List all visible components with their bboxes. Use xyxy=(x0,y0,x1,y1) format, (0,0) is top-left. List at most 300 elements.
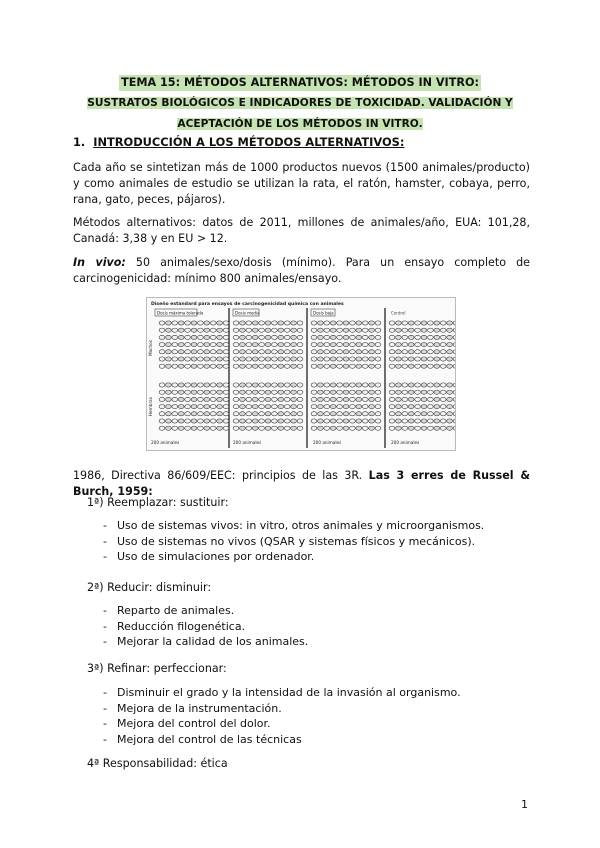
animal-icon xyxy=(233,412,239,416)
animal-icon xyxy=(259,335,265,339)
animal-icon xyxy=(318,426,324,430)
animal-icon xyxy=(428,390,434,394)
animal-icon xyxy=(396,419,402,423)
animal-icon xyxy=(428,328,434,332)
animal-row xyxy=(159,419,229,423)
animal-icon xyxy=(453,412,455,416)
animal-icon xyxy=(389,343,395,347)
animal-icon xyxy=(198,350,204,354)
animal-icon xyxy=(415,419,421,423)
animal-icon xyxy=(318,390,324,394)
animal-icon xyxy=(440,364,446,368)
animal-icon xyxy=(389,321,395,325)
animal-icon xyxy=(284,383,290,387)
animal-icon xyxy=(223,419,229,423)
animal-row xyxy=(233,335,303,339)
animal-icon xyxy=(178,390,184,394)
animal-icon xyxy=(223,357,229,361)
animal-icon xyxy=(324,328,330,332)
animal-icon xyxy=(408,328,414,332)
animal-icon xyxy=(223,397,229,401)
animal-icon xyxy=(217,335,223,339)
animal-row xyxy=(311,390,381,394)
list-item: - Mejora de la instrumentación. xyxy=(103,701,461,717)
animal-icon xyxy=(210,405,216,409)
animal-icon xyxy=(159,390,165,394)
animal-icon xyxy=(389,397,395,401)
animal-icon xyxy=(217,364,223,368)
animal-icon xyxy=(421,383,427,387)
paragraph-products: Cada año se sintetizan más de 1000 productos nuevos (1500 animales/producto) y como animales de estudio se utilizan la rata, el ratón, hamster, cobaya, perro, rana, gato, peces, pájaros). xyxy=(73,161,530,206)
animal-row xyxy=(233,397,303,401)
animal-icon xyxy=(278,419,284,423)
animal-icon xyxy=(396,328,402,332)
figure-caption: Diseño estandard para ensayos de carcinogenicidad química con animales xyxy=(151,302,344,307)
animal-icon xyxy=(297,321,303,325)
animal-icon xyxy=(166,328,172,332)
animal-icon xyxy=(337,405,343,409)
animal-icon xyxy=(166,412,172,416)
animal-icon xyxy=(223,328,229,332)
in-vivo-text: 50 animales/sexo/dosis (mínimo). Para un ensayo completo de carcinogenicidad: mínimo 800 animales/ensayo. xyxy=(73,256,530,285)
animal-icon xyxy=(408,350,414,354)
animal-icon xyxy=(375,350,381,354)
animal-icon xyxy=(356,405,362,409)
animal-icon xyxy=(324,419,330,423)
animal-row xyxy=(311,364,381,368)
animal-icon xyxy=(356,364,362,368)
animal-icon xyxy=(178,328,184,332)
animal-icon xyxy=(166,350,172,354)
animal-icon xyxy=(362,397,368,401)
animal-row xyxy=(389,397,455,401)
animal-icon xyxy=(166,335,172,339)
animal-icon xyxy=(204,335,210,339)
animal-icon xyxy=(324,343,330,347)
animal-icon xyxy=(178,364,184,368)
animal-icon xyxy=(278,335,284,339)
animal-row xyxy=(233,426,303,430)
animal-icon xyxy=(343,419,349,423)
animal-icon xyxy=(434,357,440,361)
animal-icon xyxy=(428,405,434,409)
animal-icon xyxy=(440,390,446,394)
animal-icon xyxy=(318,328,324,332)
animal-icon xyxy=(330,390,336,394)
animal-icon xyxy=(198,405,204,409)
animal-icon xyxy=(252,328,258,332)
animal-icon xyxy=(272,321,278,325)
animal-icon xyxy=(166,390,172,394)
animal-icon xyxy=(159,426,165,430)
animal-icon xyxy=(259,364,265,368)
animal-icon xyxy=(185,350,191,354)
animal-icon xyxy=(356,357,362,361)
animal-icon xyxy=(350,335,356,339)
animal-row xyxy=(389,343,455,347)
animal-icon xyxy=(337,328,343,332)
animal-icon xyxy=(246,383,252,387)
animal-icon xyxy=(159,328,165,332)
animal-icon xyxy=(233,390,239,394)
animal-icon xyxy=(252,419,258,423)
animal-icon xyxy=(362,343,368,347)
animal-icon xyxy=(159,364,165,368)
animal-icon xyxy=(204,412,210,416)
animal-icon xyxy=(318,335,324,339)
animal-icon xyxy=(447,321,453,325)
animal-icon xyxy=(369,412,375,416)
animal-icon xyxy=(233,426,239,430)
animal-icon xyxy=(297,419,303,423)
animal-icon xyxy=(198,364,204,368)
animal-icon xyxy=(421,412,427,416)
animal-icon xyxy=(278,321,284,325)
animal-icon xyxy=(252,357,258,361)
animal-icon xyxy=(178,343,184,347)
animal-icon xyxy=(311,343,317,347)
animal-icon xyxy=(375,390,381,394)
animal-icon xyxy=(330,397,336,401)
animal-icon xyxy=(185,426,191,430)
animal-icon xyxy=(278,383,284,387)
animal-icon xyxy=(362,335,368,339)
animal-icon xyxy=(375,412,381,416)
animal-icon xyxy=(408,426,414,430)
animal-icon xyxy=(343,321,349,325)
animal-icon xyxy=(350,426,356,430)
animal-icon xyxy=(291,343,297,347)
animal-icon xyxy=(434,405,440,409)
animal-icon xyxy=(421,419,427,423)
col-header-2: Dosis media xyxy=(235,310,260,316)
animal-icon xyxy=(233,405,239,409)
title-line-2-wrap xyxy=(85,91,515,132)
animal-icon xyxy=(415,343,421,347)
animal-icon xyxy=(324,390,330,394)
animal-icon xyxy=(369,357,375,361)
animal-icon xyxy=(447,357,453,361)
principle-3-label: 3ª) Refinar: perfeccionar: xyxy=(87,662,227,675)
animal-row xyxy=(159,343,229,347)
animal-icon xyxy=(408,405,414,409)
animal-icon xyxy=(356,412,362,416)
animal-icon xyxy=(265,397,271,401)
animal-icon xyxy=(166,426,172,430)
animal-icon xyxy=(356,383,362,387)
animal-icon xyxy=(311,350,317,354)
animal-icon xyxy=(447,426,453,430)
animal-icon xyxy=(291,350,297,354)
animal-icon xyxy=(297,350,303,354)
animal-icon xyxy=(223,412,229,416)
animal-icon xyxy=(453,321,455,325)
animal-icon xyxy=(223,350,229,354)
animal-icon xyxy=(265,364,271,368)
animal-icon xyxy=(252,390,258,394)
animal-icon xyxy=(291,321,297,325)
animal-icon xyxy=(246,357,252,361)
paragraph-alt-methods: Métodos alternativos: datos de 2011, millones de animales/año, EUA: 101,28, Canadá: 3,38 y en EU > 12. xyxy=(73,216,530,245)
animal-icon xyxy=(240,357,246,361)
animal-row xyxy=(389,412,455,416)
animal-icon xyxy=(421,390,427,394)
animal-icon xyxy=(318,364,324,368)
animal-icon xyxy=(375,397,381,401)
animal-icon xyxy=(233,419,239,423)
animal-icon xyxy=(172,412,178,416)
animal-icon xyxy=(185,405,191,409)
animal-icon xyxy=(408,343,414,347)
animal-icon xyxy=(421,357,427,361)
animal-icon xyxy=(343,405,349,409)
animal-row xyxy=(389,350,455,354)
animal-icon xyxy=(291,335,297,339)
animal-icon xyxy=(402,328,408,332)
list-item: - Mejora del control del dolor. xyxy=(103,716,461,732)
animal-icon xyxy=(330,419,336,423)
animal-icon xyxy=(278,397,284,401)
animal-icon xyxy=(402,412,408,416)
animal-icon xyxy=(204,364,210,368)
animal-icon xyxy=(415,426,421,430)
animal-icon xyxy=(324,383,330,387)
animal-icon xyxy=(343,364,349,368)
animal-icon xyxy=(375,405,381,409)
animal-icon xyxy=(343,390,349,394)
animal-icon xyxy=(311,419,317,423)
animal-icon xyxy=(324,364,330,368)
animal-icon xyxy=(259,383,265,387)
animal-icon xyxy=(259,321,265,325)
animal-icon xyxy=(369,321,375,325)
animal-icon xyxy=(178,350,184,354)
animal-icon xyxy=(210,328,216,332)
animal-icon xyxy=(246,364,252,368)
animal-icon xyxy=(434,321,440,325)
animal-icon xyxy=(421,364,427,368)
animal-icon xyxy=(233,383,239,387)
animal-icon xyxy=(440,321,446,325)
animal-icon xyxy=(166,397,172,401)
animal-row xyxy=(233,357,303,361)
col-count-1: 200 animales xyxy=(151,440,180,445)
animal-icon xyxy=(246,335,252,339)
animal-icon xyxy=(428,419,434,423)
animal-icon xyxy=(178,419,184,423)
principle-3-list xyxy=(103,685,461,748)
animal-icon xyxy=(240,328,246,332)
animal-icon xyxy=(240,419,246,423)
animal-icon xyxy=(284,321,290,325)
animal-icon xyxy=(252,335,258,339)
animal-row xyxy=(389,364,455,368)
animal-icon xyxy=(185,397,191,401)
animal-icon xyxy=(252,412,258,416)
animal-icon xyxy=(198,383,204,387)
animal-icon xyxy=(204,419,210,423)
animal-icon xyxy=(217,419,223,423)
animal-icon xyxy=(350,412,356,416)
animal-icon xyxy=(428,383,434,387)
animal-icon xyxy=(159,321,165,325)
animal-icon xyxy=(369,419,375,423)
list-item: - Disminuir el grado y la intensidad de la invasión al organismo. xyxy=(103,685,461,701)
animal-icon xyxy=(259,390,265,394)
animal-icon xyxy=(362,357,368,361)
animal-icon xyxy=(362,390,368,394)
animal-icon xyxy=(428,321,434,325)
animal-icon xyxy=(356,390,362,394)
animal-icon xyxy=(284,343,290,347)
animal-icon xyxy=(246,405,252,409)
animal-icon xyxy=(440,397,446,401)
list-item: - Uso de sistemas no vivos (QSAR y sistemas físicos y mecánicos). xyxy=(103,534,484,550)
animal-row xyxy=(159,328,229,332)
list-item: - Uso de sistemas vivos: in vitro, otros animales y microorganismos. xyxy=(103,518,484,534)
section-number: 1. xyxy=(73,135,86,149)
animal-row xyxy=(159,383,229,387)
animal-icon xyxy=(159,335,165,339)
animal-icon xyxy=(210,397,216,401)
animal-icon xyxy=(343,328,349,332)
animal-icon xyxy=(408,419,414,423)
animal-icon xyxy=(159,350,165,354)
animal-icon xyxy=(415,405,421,409)
animal-icon xyxy=(172,405,178,409)
animal-icon xyxy=(356,328,362,332)
animal-icon xyxy=(343,343,349,347)
animal-icon xyxy=(362,321,368,325)
animal-icon xyxy=(369,426,375,430)
animal-icon xyxy=(198,412,204,416)
animal-icon xyxy=(402,343,408,347)
animal-icon xyxy=(318,357,324,361)
animal-icon xyxy=(415,383,421,387)
animal-icon xyxy=(408,335,414,339)
animal-icon xyxy=(356,335,362,339)
animal-icon xyxy=(356,321,362,325)
animal-icon xyxy=(278,426,284,430)
animal-icon xyxy=(324,397,330,401)
animal-icon xyxy=(350,419,356,423)
figure-diagram xyxy=(147,298,455,450)
animal-icon xyxy=(246,397,252,401)
animal-icon xyxy=(297,335,303,339)
animal-row xyxy=(311,357,381,361)
animal-row xyxy=(311,426,381,430)
animal-icon xyxy=(240,364,246,368)
animal-icon xyxy=(453,357,455,361)
animal-icon xyxy=(223,405,229,409)
principle-2-label: 2ª) Reducir: disminuir: xyxy=(87,581,212,594)
animal-icon xyxy=(297,405,303,409)
list-item: - Mejora del control de las técnicas xyxy=(103,732,461,748)
animal-icon xyxy=(311,364,317,368)
animal-icon xyxy=(408,383,414,387)
animal-icon xyxy=(252,426,258,430)
animal-icon xyxy=(362,426,368,430)
animal-icon xyxy=(217,405,223,409)
animal-icon xyxy=(350,357,356,361)
animal-icon xyxy=(172,397,178,401)
animal-icon xyxy=(453,343,455,347)
animal-icon xyxy=(272,364,278,368)
animal-icon xyxy=(396,390,402,394)
animal-icon xyxy=(324,412,330,416)
animal-row xyxy=(311,335,381,339)
animal-icon xyxy=(178,412,184,416)
animal-icon xyxy=(240,397,246,401)
animal-icon xyxy=(375,343,381,347)
principle-1-label: 1ª) Reemplazar: sustituir: xyxy=(87,496,229,509)
animal-icon xyxy=(233,321,239,325)
animal-icon xyxy=(356,350,362,354)
animal-icon xyxy=(311,405,317,409)
animal-icon xyxy=(259,412,265,416)
animal-icon xyxy=(434,328,440,332)
animal-icon xyxy=(278,364,284,368)
animal-icon xyxy=(375,321,381,325)
animal-icon xyxy=(265,390,271,394)
animal-icon xyxy=(389,405,395,409)
animal-icon xyxy=(210,350,216,354)
animal-icon xyxy=(440,419,446,423)
col-count-3: 200 animales xyxy=(313,440,342,445)
animal-icon xyxy=(240,350,246,354)
animal-icon xyxy=(356,397,362,401)
animal-icon xyxy=(330,426,336,430)
animal-row xyxy=(389,390,455,394)
animal-icon xyxy=(178,405,184,409)
animal-icon xyxy=(421,426,427,430)
paragraph-in-vivo xyxy=(73,255,530,287)
animal-icon xyxy=(204,397,210,401)
animal-icon xyxy=(408,412,414,416)
carcinogenicity-design-figure xyxy=(146,297,456,451)
animal-icon xyxy=(178,357,184,361)
animal-icon xyxy=(428,397,434,401)
animal-icon xyxy=(297,357,303,361)
animal-icon xyxy=(284,335,290,339)
animal-icon xyxy=(324,405,330,409)
animal-icon xyxy=(330,357,336,361)
animal-icon xyxy=(337,390,343,394)
animal-icon xyxy=(415,364,421,368)
animal-icon xyxy=(185,335,191,339)
animal-row xyxy=(159,405,229,409)
animal-icon xyxy=(272,343,278,347)
animal-icon xyxy=(246,343,252,347)
animal-icon xyxy=(396,426,402,430)
animal-icon xyxy=(198,426,204,430)
animal-icon xyxy=(272,405,278,409)
animal-icon xyxy=(343,412,349,416)
animal-icon xyxy=(172,335,178,339)
animal-row xyxy=(159,321,229,325)
animal-icon xyxy=(172,390,178,394)
animal-icon xyxy=(434,397,440,401)
animal-icon xyxy=(421,328,427,332)
animal-icon xyxy=(396,350,402,354)
animal-icon xyxy=(447,390,453,394)
animal-icon xyxy=(297,328,303,332)
animal-icon xyxy=(198,390,204,394)
animal-icon xyxy=(297,412,303,416)
animal-icon xyxy=(217,343,223,347)
animal-icon xyxy=(217,321,223,325)
animal-icon xyxy=(166,364,172,368)
